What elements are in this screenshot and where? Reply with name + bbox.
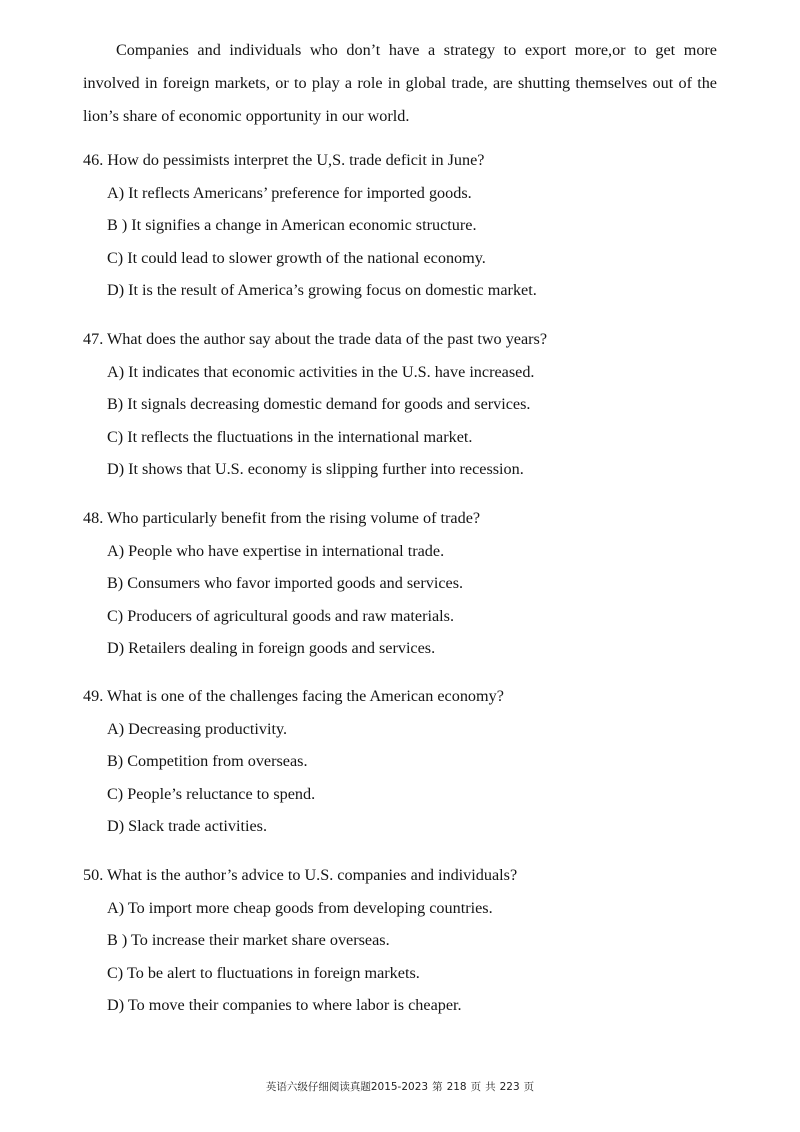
page-footer <box>0 1080 800 1094</box>
option-b: B) Consumers who favor imported goods and services. <box>107 574 464 592</box>
option-a: A) People who have expertise in international trade. <box>107 541 445 560</box>
option-list <box>83 183 723 301</box>
option-c: C) Producers of agricultural goods and raw materials. <box>107 606 455 625</box>
option-a: A) Decreasing productivity. <box>107 719 288 738</box>
footer-total-pages: 223 <box>499 1081 520 1093</box>
footer-page-number: 218 <box>446 1081 467 1093</box>
option-a: A) It reflects Americans’ preference for imported goods. <box>107 183 472 202</box>
footer-page-unit: 页 <box>470 1081 482 1093</box>
option-c: C) It could lead to slower growth of the national economy. <box>107 248 486 267</box>
question-stem: 49. What is one of the challenges facing the American economy? <box>83 687 504 705</box>
footer-total-unit: 页 <box>523 1081 535 1093</box>
question-stem: 47. What does the author say about the trade data of the past two years? <box>83 330 548 348</box>
option-d: D) It is the result of America’s growing focus on domestic market. <box>107 281 537 299</box>
question-stem: 46. How do pessimists interpret the U,S. trade deficit in June? <box>83 151 485 169</box>
option-c: C) People’s reluctance to spend. <box>107 784 316 803</box>
question-50 <box>83 865 723 1015</box>
option-list <box>83 898 723 1016</box>
option-a: A) To import more cheap goods from developing countries. <box>107 898 493 917</box>
option-c: C) To be alert to fluctuations in foreign markets. <box>107 963 420 982</box>
option-list <box>83 541 723 659</box>
question-47 <box>83 329 723 479</box>
option-a: A) It indicates that economic activities in the U.S. have increased. <box>107 362 535 381</box>
footer-page-prefix: 第 <box>432 1081 443 1093</box>
question-46 <box>83 150 723 300</box>
option-b: B) Competition from overseas. <box>107 752 308 770</box>
question-49 <box>83 686 723 836</box>
option-b: B) It signals decreasing domestic demand for goods and services. <box>107 395 531 413</box>
passage-closing-paragraph: Companies and individuals who don’t have a strategy to export more,or to get more involved in foreign markets, or to play a role in global trade, are shutting themselves out of the lion’s share of economic opportunity in our world. <box>83 41 717 125</box>
option-d: D) Retailers dealing in foreign goods and services. <box>107 639 436 657</box>
option-d: D) To move their companies to where labor is cheaper. <box>107 996 462 1014</box>
option-b: B ) To increase their market share overseas. <box>107 931 390 949</box>
question-stem: 50. What is the author’s advice to U.S. companies and individuals? <box>83 866 518 884</box>
footer-title: 英语六级仔细阅读真题2015-2023 <box>265 1081 429 1093</box>
footer-total-prefix: 共 <box>485 1081 496 1093</box>
question-48 <box>83 508 723 658</box>
option-list <box>83 719 723 837</box>
option-d: D) Slack trade activities. <box>107 817 268 835</box>
option-b: B ) It signifies a change in American economic structure. <box>107 216 477 234</box>
option-list <box>83 362 723 480</box>
option-d: D) It shows that U.S. economy is slipping further into recession. <box>107 460 524 478</box>
question-stem: 48. Who particularly benefit from the rising volume of trade? <box>83 509 481 527</box>
option-c: C) It reflects the fluctuations in the international market. <box>107 427 473 446</box>
